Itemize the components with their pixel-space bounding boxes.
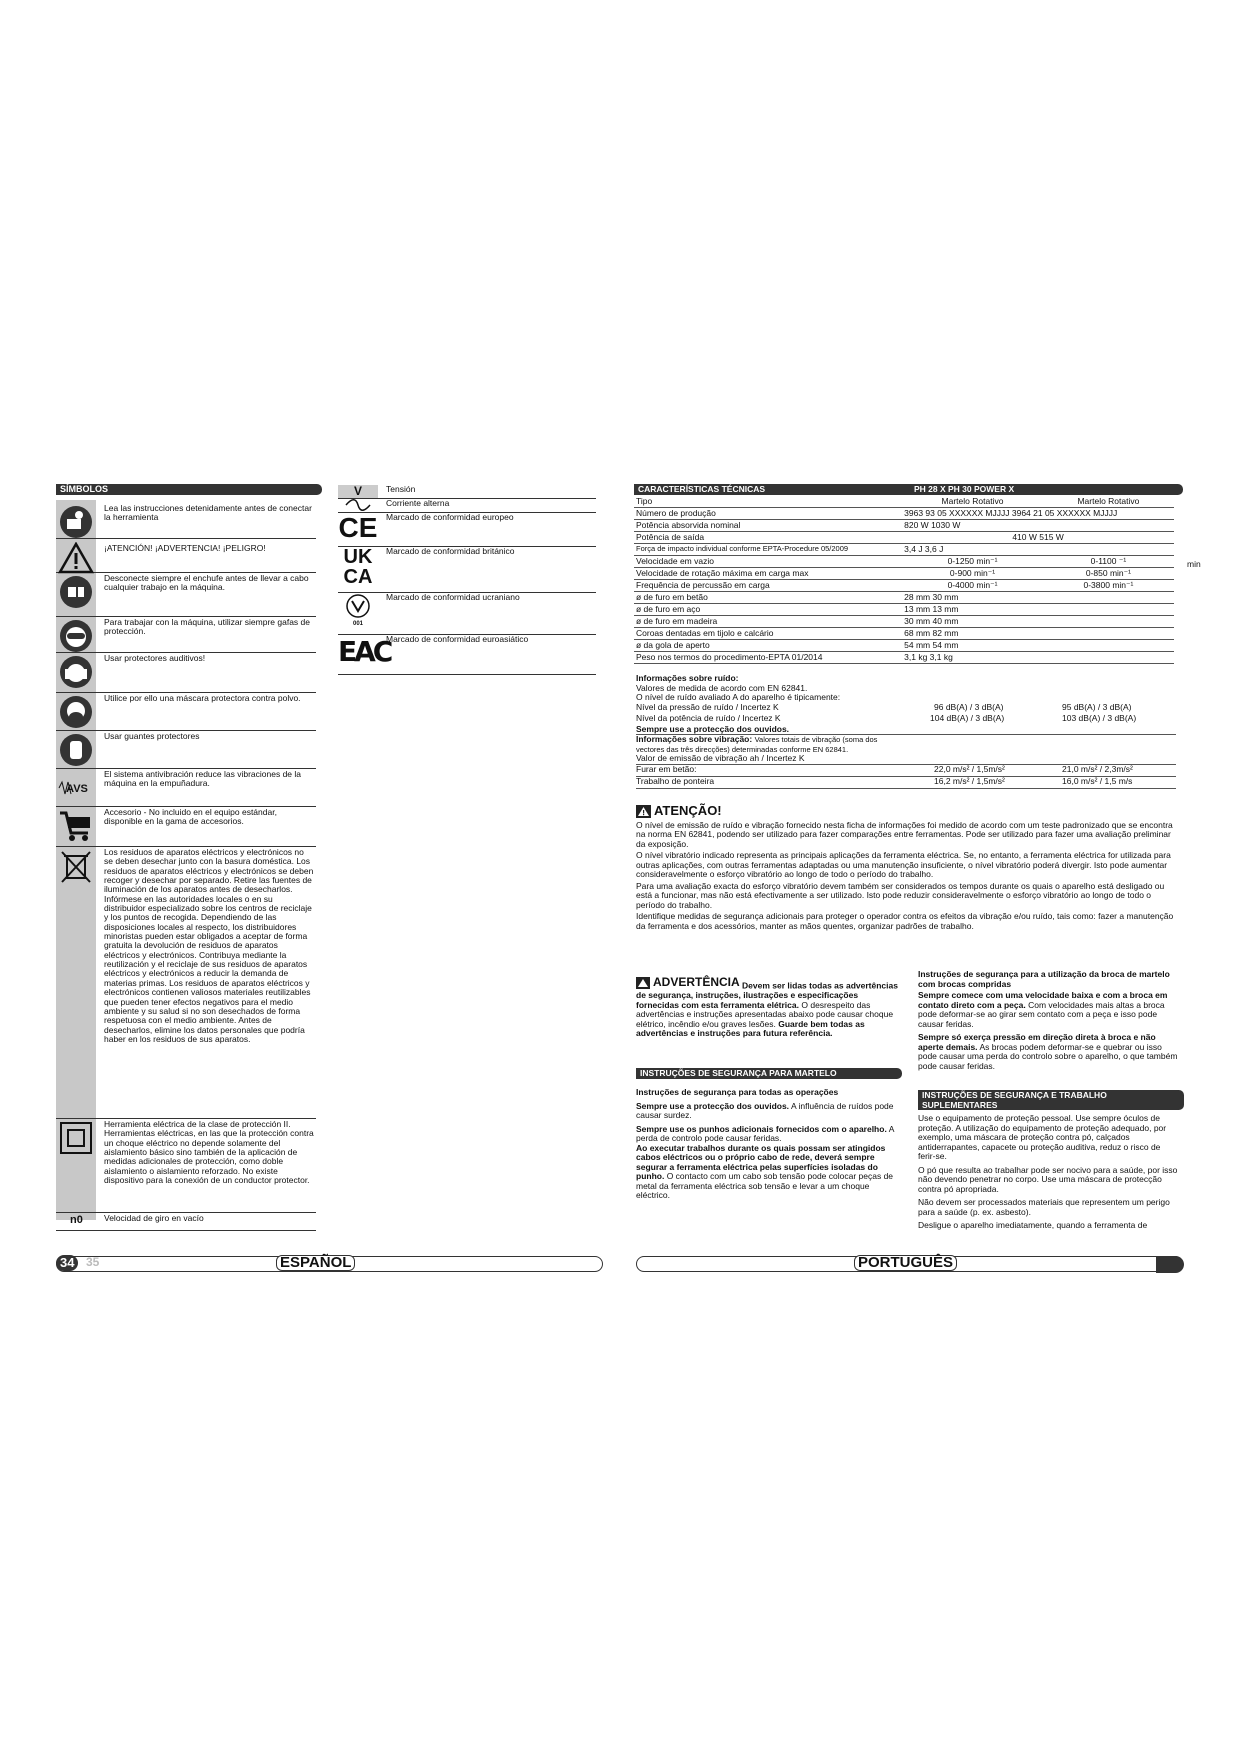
spec-cell: 0-4000 min⁻¹ [902, 580, 1043, 592]
supp-p2: O pó que resulta ao trabalhar pode ser nocivo para a saúde, por isso não devendo penetrar no corpo. Use uma máscara de protecção contra pó apropriada. [918, 1164, 1178, 1194]
footer-right-cap [1156, 1256, 1184, 1273]
symbol2-description: Tensión [386, 484, 416, 494]
warning-triangle-icon [636, 977, 650, 989]
symbol-description: ¡ATENCIÓN! ¡ADVERTENCIA! ¡PELIGRO! [104, 543, 266, 553]
spec-cell: 68 mm 82 mm [902, 628, 1043, 640]
symbol2-row [338, 634, 596, 675]
noise-line-1: Valores de medida de acordo com EN 62841. [636, 682, 808, 693]
symbol-row [56, 616, 316, 653]
long-p2-bold: Sempre só exerça pressão em direção direta à broca e não aperte demais. [918, 1032, 1156, 1052]
page-number-faint: 35 [86, 1255, 100, 1269]
spec-cell: 0-850 min⁻¹ [1043, 568, 1174, 580]
spec-row [634, 544, 1174, 556]
spec-row [634, 568, 1174, 580]
spec-cell [1043, 652, 1174, 664]
symbol2-description: Marcado de conformidad ucraniano [386, 592, 520, 602]
spec-row [634, 640, 1174, 652]
hammer-block [636, 1088, 898, 1201]
cart-icon [58, 808, 94, 844]
symbol-row [56, 1212, 316, 1231]
safety-goggles-icon [58, 618, 94, 654]
weee-bin-icon [58, 848, 94, 884]
symbol2-row [338, 592, 596, 635]
ua-mark-icon [338, 593, 378, 628]
atencao-paragraph: O nível vibratório indicado representa as principais aplicações da ferramenta eléctrica. Se, no entanto, a ferramenta eléctrica for utilizada para outras aplicações, com outras ferramentas adaptadas ou uma manutenção insuficiente, o nível vibratório poderá divergir. Isto pode aumentar consideravelmente o esforço vibratório ao longo de todo o período do trabalho. [636, 850, 1171, 880]
supp-p3: Não devem ser processados materiais que representem um perigo para a saúde (p. ex. asbesto). [918, 1197, 1170, 1217]
warning-triangle-icon [636, 805, 651, 818]
long-sub: Instruções de segurança para a utilização da broca de martelo com brocas compridas [918, 969, 1170, 989]
symbol-description: Para trabajar con la máquina, utilizar siempre gafas de protección. [104, 617, 310, 637]
symbol-description: Los residuos de aparatos eléctricos y electrónicos no se deben desechar junto con la basura doméstica. Los residuos de aparatos eléctricos y electrónicos se deben recoger y desechar por separado. Retire las fuentes de iluminación de los aparatos antes de desecharlos. Infórmese en las autoridades locales o en su distribuidor especializado sobre los centros de reciclaje y los puntos de recogida. Dependiendo de las disposiciones locales al respecto, los distribuidores minoristas pueden estar obligados a aceptar de forma gratuita la devolución de residuos de aparatos eléctricos y electrónicos. Contribuya mediante la reutilización y el reciclaje de sus residuos de aparatos eléctricos y electrónicos a reducir la demanda de materias primas. Los residuos de aparatos eléctricos y electrónicos contienen valiosos materiales reutilizables que pueden tener efectos negativos para el medio ambiente y su salud si no son desechados de forma respetuosa con el medio ambiente. Antes de desecharlos, elimine los datos personales que podría haber en los residuos de sus aparatos. [104, 847, 314, 1044]
warning-triangle-icon [58, 540, 94, 576]
class-ii-icon [58, 1120, 94, 1156]
symbol-description: Accesorio - No incluido en el equipo estándar, disponible en la gama de accesorios. [104, 807, 277, 827]
ear-protection-icon [58, 654, 94, 690]
symbol-description: Usar protectores auditivos! [104, 653, 206, 663]
spec-cell: ø da gola de aperto [634, 640, 902, 652]
specs-table [634, 496, 1174, 664]
symbol2-description: Marcado de conformidad europeo [386, 512, 514, 522]
long-p2: As brocas podem deformar-se e quebrar ou isso pode causar uma perda do controlo sobre o aparelho, o que também pode causar feridas. [918, 1041, 1178, 1071]
spec-cell: 0-1100 ⁻¹ [1043, 556, 1174, 568]
supp-p1: Use o equipamento de proteção pessoal. Use sempre óculos de proteção. A utilização do equipamento de proteção adequado, por exemplo, uma máscara de proteção contra pó, calçados antiderrapantes, capacete ou proteção auditiva, reduz o risco de ferir-se. [918, 1113, 1167, 1162]
long-p1-bold: Sempre comece com uma velocidade baixa e com a broca em contato direto com a peça. [918, 990, 1168, 1010]
symbol-description: Desconecte siempre el enchufe antes de llevar a cabo cualquier trabajo en la máquina. [104, 573, 309, 593]
spec-cell [1043, 592, 1174, 604]
symbol2-description: Marcado de conformidad euroasiático [386, 634, 529, 644]
long-drill-block [918, 970, 1180, 1071]
spec-cell [1043, 544, 1174, 556]
advertencia-keep: Guarde bem todas as advertências e instruções para futura referência. [636, 1018, 865, 1039]
spec-cell: 13 mm 13 mm [902, 604, 1043, 616]
spec-cell: 0-3800 min⁻¹ [1043, 580, 1174, 592]
read-manual-icon [58, 504, 94, 540]
hammer-p1: A influência de ruídos pode causar surdez. [636, 1100, 894, 1121]
n0-symbol: n0 [70, 1214, 83, 1226]
spec-cell: 54 mm 54 mm [902, 640, 1043, 652]
vib-desc: Valores totais de vibração (soma dos vectores das três direcções) determinadas conforme EN 62841. [636, 735, 878, 754]
spec-cell: 0-900 min⁻¹ [902, 568, 1043, 580]
symbol-row [56, 768, 316, 807]
spec-cell: Martelo Rotativo [902, 496, 1043, 508]
spec-row [634, 556, 1174, 568]
supp-p4: Desligue o aparelho imediatamente, quando a ferramenta de [918, 1220, 1148, 1231]
spec-cell: Coroas dentadas em tijolo e calcário [634, 628, 902, 640]
symbol2-description: Marcado de conformidad británico [386, 546, 515, 556]
hammer-p3-bold: Ao executar trabalhos durante os quais possam ser atingidos cabos eléctricos ou o próprio cabo de rede, deverá sempre segurar a ferramenta eléctrica pelas superfícies isoladas do punho. [636, 1142, 886, 1182]
spec-cell: Peso nos termos do procedimento-EPTA 01/2014 [634, 652, 902, 664]
symbol-description: Herramienta eléctrica de la clase de protección II. Herramientas eléctricas, en las que la protección contra un choque eléctrico no depende solamente del aislamiento básico sino también de la aplicación de medidas adicionales de protección, como doble aislamiento o aislamiento reforzado. No existe dispositivo para la conexión de un conductor protector. [104, 1119, 314, 1186]
vib-line: Valor de emissão de vibração ah / Incertez K [636, 753, 805, 764]
spec-row [634, 508, 1174, 520]
ce-mark-icon: CE [338, 512, 378, 543]
spec-row [634, 496, 1174, 508]
ukca-line-1: UK [343, 546, 373, 568]
spec-cell: 3963 93 05 XXXXXX MJJJJ 3964 21 05 XXXXXX MJJJJ [902, 508, 1174, 520]
symbol-row [56, 1118, 316, 1213]
spec-cell: ø de furo em aço [634, 604, 902, 616]
symbol-description: Utilice por ello una máscara protectora contra polvo. [104, 693, 301, 703]
noise-title: Informações sobre ruído: [636, 673, 739, 683]
dust-mask-icon [58, 694, 94, 730]
symbol2-row [338, 498, 596, 513]
spec-cell: Velocidade de rotação máxima em carga max [634, 568, 902, 580]
spec-cell [1043, 616, 1174, 628]
advertencia-title: ADVERTÊNCIA [653, 975, 740, 989]
symbol2-description: Corriente alterna [386, 498, 450, 508]
spec-cell: Potência absorvida nominal [634, 520, 902, 532]
spec-cell: Número de produção [634, 508, 902, 520]
hammer-p2: A perda de controlo pode causar feridas. [636, 1123, 894, 1144]
spec-cell: 0-1250 min⁻¹ [902, 556, 1043, 568]
spec-cell: 820 W 1030 W [902, 520, 1174, 532]
page-number-left: 34 [56, 1255, 78, 1271]
symbol-description: Lea las instrucciones detenidamente antes de conectar la herramienta [104, 503, 312, 523]
symbol-row [56, 572, 316, 617]
spec-cell: Frequência de percussão em carga [634, 580, 902, 592]
symbol2-row [338, 546, 596, 593]
spec-row [634, 616, 1174, 628]
spec-cell: ø de furo em betão [634, 592, 902, 604]
spec-cell: 410 W 515 W [902, 532, 1174, 544]
avs-icon [58, 770, 94, 806]
gloves-icon [58, 732, 94, 768]
atencao-title: ATENÇÃO! [654, 803, 722, 818]
ac-icon [338, 499, 378, 511]
simbolos-header: SÍMBOLOS [56, 484, 322, 495]
symbol-row [56, 502, 316, 539]
spec-cell: Tipo [634, 496, 902, 508]
spec-row [634, 532, 1174, 544]
spec-cell: 30 mm 40 mm [902, 616, 1043, 628]
noise-line-2: O nível de ruído avaliado A do aparelho é tipicamente: [636, 692, 841, 703]
long-p1: Com velocidades mais altas a broca pode deformar-se ao girar sem contato com a peça e isso pode causar feridas. [918, 999, 1165, 1029]
svg-text:AVS: AVS [66, 783, 88, 795]
hammer-p3: O contacto com um cabo sob tensão pode colocar peças de metal da ferramenta eléctrica sob tensão e levar a um choque eléctrico. [636, 1171, 894, 1201]
hammer-sub: Instruções de segurança para todas as operações [636, 1087, 839, 1097]
hammer-p1-bold: Sempre use a protecção dos ouvidos. [636, 1100, 790, 1111]
symbol-row [56, 806, 316, 847]
symbol-row [56, 652, 316, 693]
symbol-description: El sistema antivibración reduce las vibraciones de la máquina en la empuñadura. [104, 769, 302, 789]
spec-cell: Velocidade em vazio [634, 556, 902, 568]
ua-mark-number: 001 [352, 621, 363, 627]
spec-row [634, 520, 1174, 532]
supp-header: INSTRUÇÕES DE SEGURANÇA E TRABALHO SUPLEMENTARES [918, 1090, 1184, 1110]
spec-cell: 28 mm 30 mm [902, 592, 1043, 604]
spec-cell: Martelo Rotativo [1043, 496, 1174, 508]
atencao-block [636, 804, 1181, 931]
footer-label-portugues: PORTUGUÊS [854, 1255, 957, 1271]
spec-cell [1043, 640, 1174, 652]
spec-row [634, 628, 1174, 640]
atencao-paragraph: Para uma avaliação exacta do esforço vibratório devem também ser considerados os tempos durante os quais o aparelho está desligado ou está a funcionar, mas não está efectivamente a ser utilizado. Isto pode reduzir consideravelmente o esforço vibratório ao longo de todo o período do trabalho. [636, 880, 1165, 910]
spec-row [634, 580, 1174, 592]
symbol-row [56, 538, 316, 573]
ukca-line-2: CA [343, 566, 373, 588]
symbol-row [56, 692, 316, 731]
advertencia-block [636, 976, 898, 1039]
vib-row-1: Furar em betão: 22,0 m/s² / 1,5m/s² 21,0 m/s² / 2,3m/s² [636, 764, 1176, 776]
eac-mark-icon: EAC [338, 635, 391, 668]
voltage-icon: V [338, 485, 378, 498]
spec-cell: ø de furo em madeira [634, 616, 902, 628]
spec-cell: 3,4 J 3,6 J [902, 544, 1043, 556]
spec-cell [1043, 628, 1174, 640]
supp-block [918, 1114, 1180, 1231]
specs-header: CARACTERÍSTICAS TÉCNICAS PH 28 X PH 30 POWER X [634, 484, 1183, 495]
spec-row [634, 592, 1174, 604]
hammer-p2-bold: Sempre use os punhos adicionais fornecidos com o aparelho. [636, 1123, 887, 1134]
min-stray-label: min [1187, 559, 1201, 569]
hammer-header: INSTRUÇÕES DE SEGURANÇA PARA MARTELO [636, 1068, 902, 1079]
symbol2-row [338, 512, 596, 547]
atencao-paragraph: Identifique medidas de segurança adicionais para proteger o operador contra os efeitos da vibração e/ou ruído, tais como: fazer a manutenção da ferramenta e dos acessórios, manter as mãos quentes, organizar padrões de trabalho. [636, 911, 1174, 931]
symbol-description: Usar guantes protectores [104, 731, 200, 741]
symbol-row [56, 846, 316, 1119]
footer-label-espanol: ESPAÑOL [276, 1255, 355, 1271]
spec-cell: Força de impacto individual conforme EPTA-Procedure 05/2009 [634, 544, 902, 556]
advertencia-text: O desrespeito das advertências e instruções apresentadas abaixo pode causar choque elétrico, incêndio e/ou graves lesões. [636, 999, 894, 1029]
noise-row-1: Nível da pressão de ruído / Incertez K 96 dB(A) / 3 dB(A) 95 dB(A) / 3 dB(A) [636, 701, 1132, 712]
spec-cell: Potência de saída [634, 532, 902, 544]
symbol2-row [338, 484, 596, 499]
symbol-row [56, 730, 316, 769]
spec-cell [1043, 604, 1174, 616]
unplug-icon [58, 574, 94, 610]
spec-row [634, 604, 1174, 616]
spec-row [634, 652, 1174, 664]
noise-row-2: Nível da potência de ruído / Incertez K 104 dB(A) / 3 dB(A) 103 dB(A) / 3 dB(A) [636, 712, 1137, 723]
symbol-description: Velocidad de giro en vacío [104, 1213, 204, 1223]
vib-row-2: Trabalho de ponteira 16,2 m/s² / 1,5m/s² 16,0 m/s² / 1,5 m/s [636, 776, 1176, 789]
ukca-mark-icon [338, 547, 378, 587]
vib-title: Informações sobre vibração: [636, 734, 753, 745]
atencao-paragraph: O nível de emissão de ruído e vibração fornecido nesta ficha de informações foi medido de acordo com um teste padronizado que se encontra na norma EN 62841, podendo ser utilizado para fazer comparações entre ferramentas. Pode ser utilizado para fazer uma avaliação preliminar da exposição. [636, 819, 1173, 849]
advertencia-bold: Devem ser lidas todas as advertências de segurança, instruções, ilustrações e especificações fornecidas com esta ferramenta elétrica. [636, 980, 898, 1010]
spec-cell: 3,1 kg 3,1 kg [902, 652, 1043, 664]
noise-always: Sempre use a protecção dos ouvidos. [636, 725, 1176, 736]
noise-block [636, 674, 1176, 789]
